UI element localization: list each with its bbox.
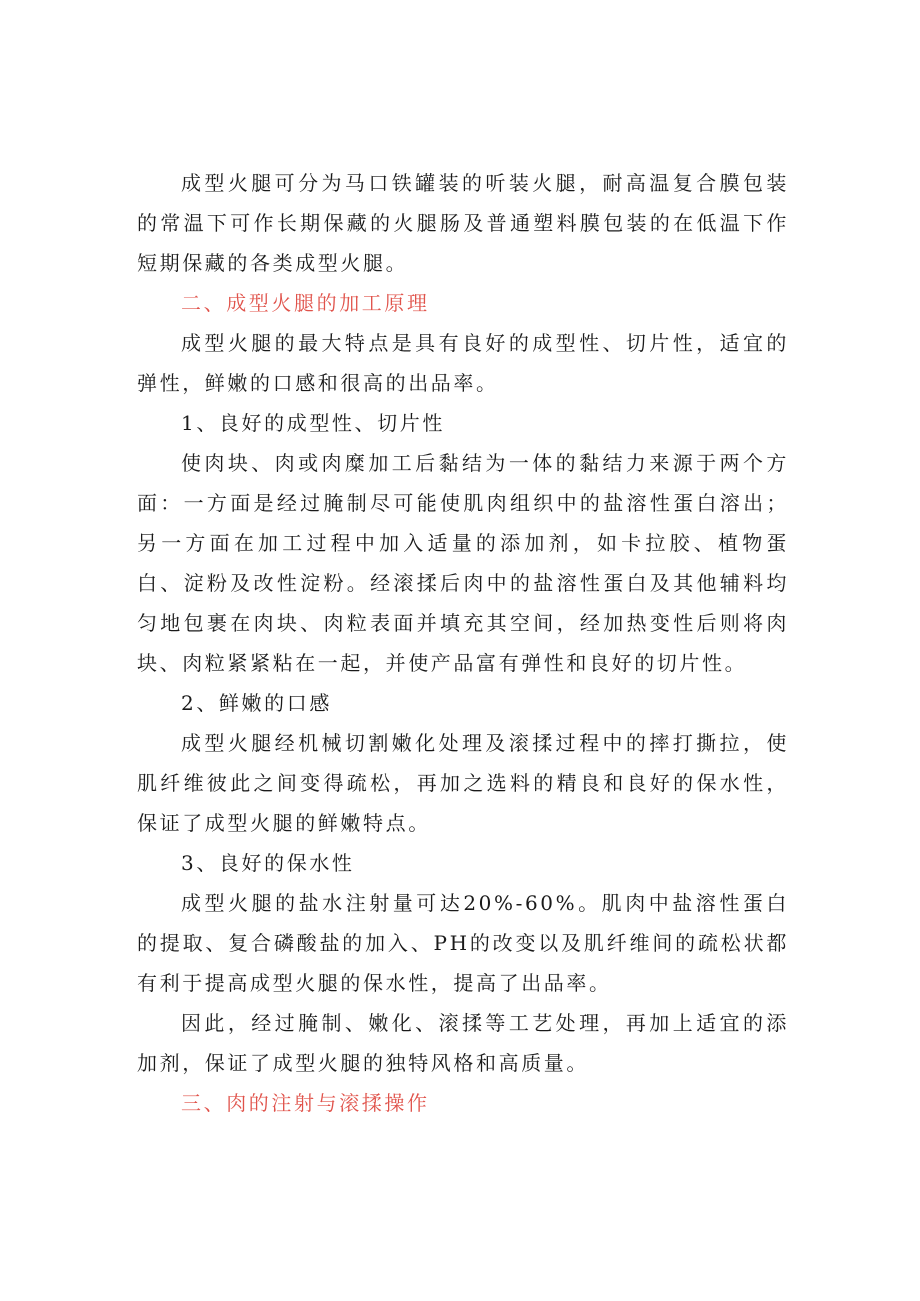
paragraph-features: 成型火腿的最大特点是具有良好的成型性、切片性，适宜的弹性，鲜嫩的口感和很高的出品率。: [137, 331, 789, 395]
paragraph-binding: 使肉块、肉或肉糜加工后黏结为一体的黏结力来源于两个方面：一方面是经过腌制尽可能使肌肉组织中的盐溶性蛋白溶出；另一方面在加工过程中加入适量的添加剂，如卡拉胶、植物蛋白、淀粉及改性淀粉。经滚揉后肉中的盐溶性蛋白及其他辅料均匀地包裹在肉块、肉粒表面并填充其空间，经加热变性后则将肉块、肉粒紧紧粘在一起，并使产品富有弹性和良好的切片性。: [137, 451, 789, 675]
subheading-tenderness: 2、鲜嫩的口感: [181, 691, 332, 715]
section-heading-principle: 二、成型火腿的加工原理: [181, 291, 430, 315]
document-body: [137, 163, 789, 1123]
subheading-formability: 1、良好的成型性、切片性: [181, 411, 445, 435]
paragraph-tenderness: 成型火腿经机械切割嫩化处理及滚揉过程中的摔打撕拉，使肌纤维彼此之间变得疏松，再加之选料的精良和良好的保水性，保证了成型火腿的鲜嫩特点。: [137, 731, 789, 835]
paragraph-intro: 成型火腿可分为马口铁罐装的听装火腿，耐高温复合膜包装的常温下可作长期保藏的火腿肠及普通塑料膜包装的在低温下作短期保藏的各类成型火腿。: [137, 171, 789, 275]
section-heading-injection: 三、肉的注射与滚揉操作: [181, 1091, 430, 1115]
paragraph-conclusion: 因此，经过腌制、嫩化、滚揉等工艺处理，再加上适宜的添加剂，保证了成型火腿的独特风格和高质量。: [137, 1011, 789, 1075]
subheading-water-retention: 3、良好的保水性: [181, 851, 355, 875]
paragraph-water-retention: 成型火腿的盐水注射量可达20%-60%。肌肉中盐溶性蛋白的提取、复合磷酸盐的加入、PH的改变以及肌纤维间的疏松状都有利于提高成型火腿的保水性，提高了出品率。: [137, 891, 789, 995]
